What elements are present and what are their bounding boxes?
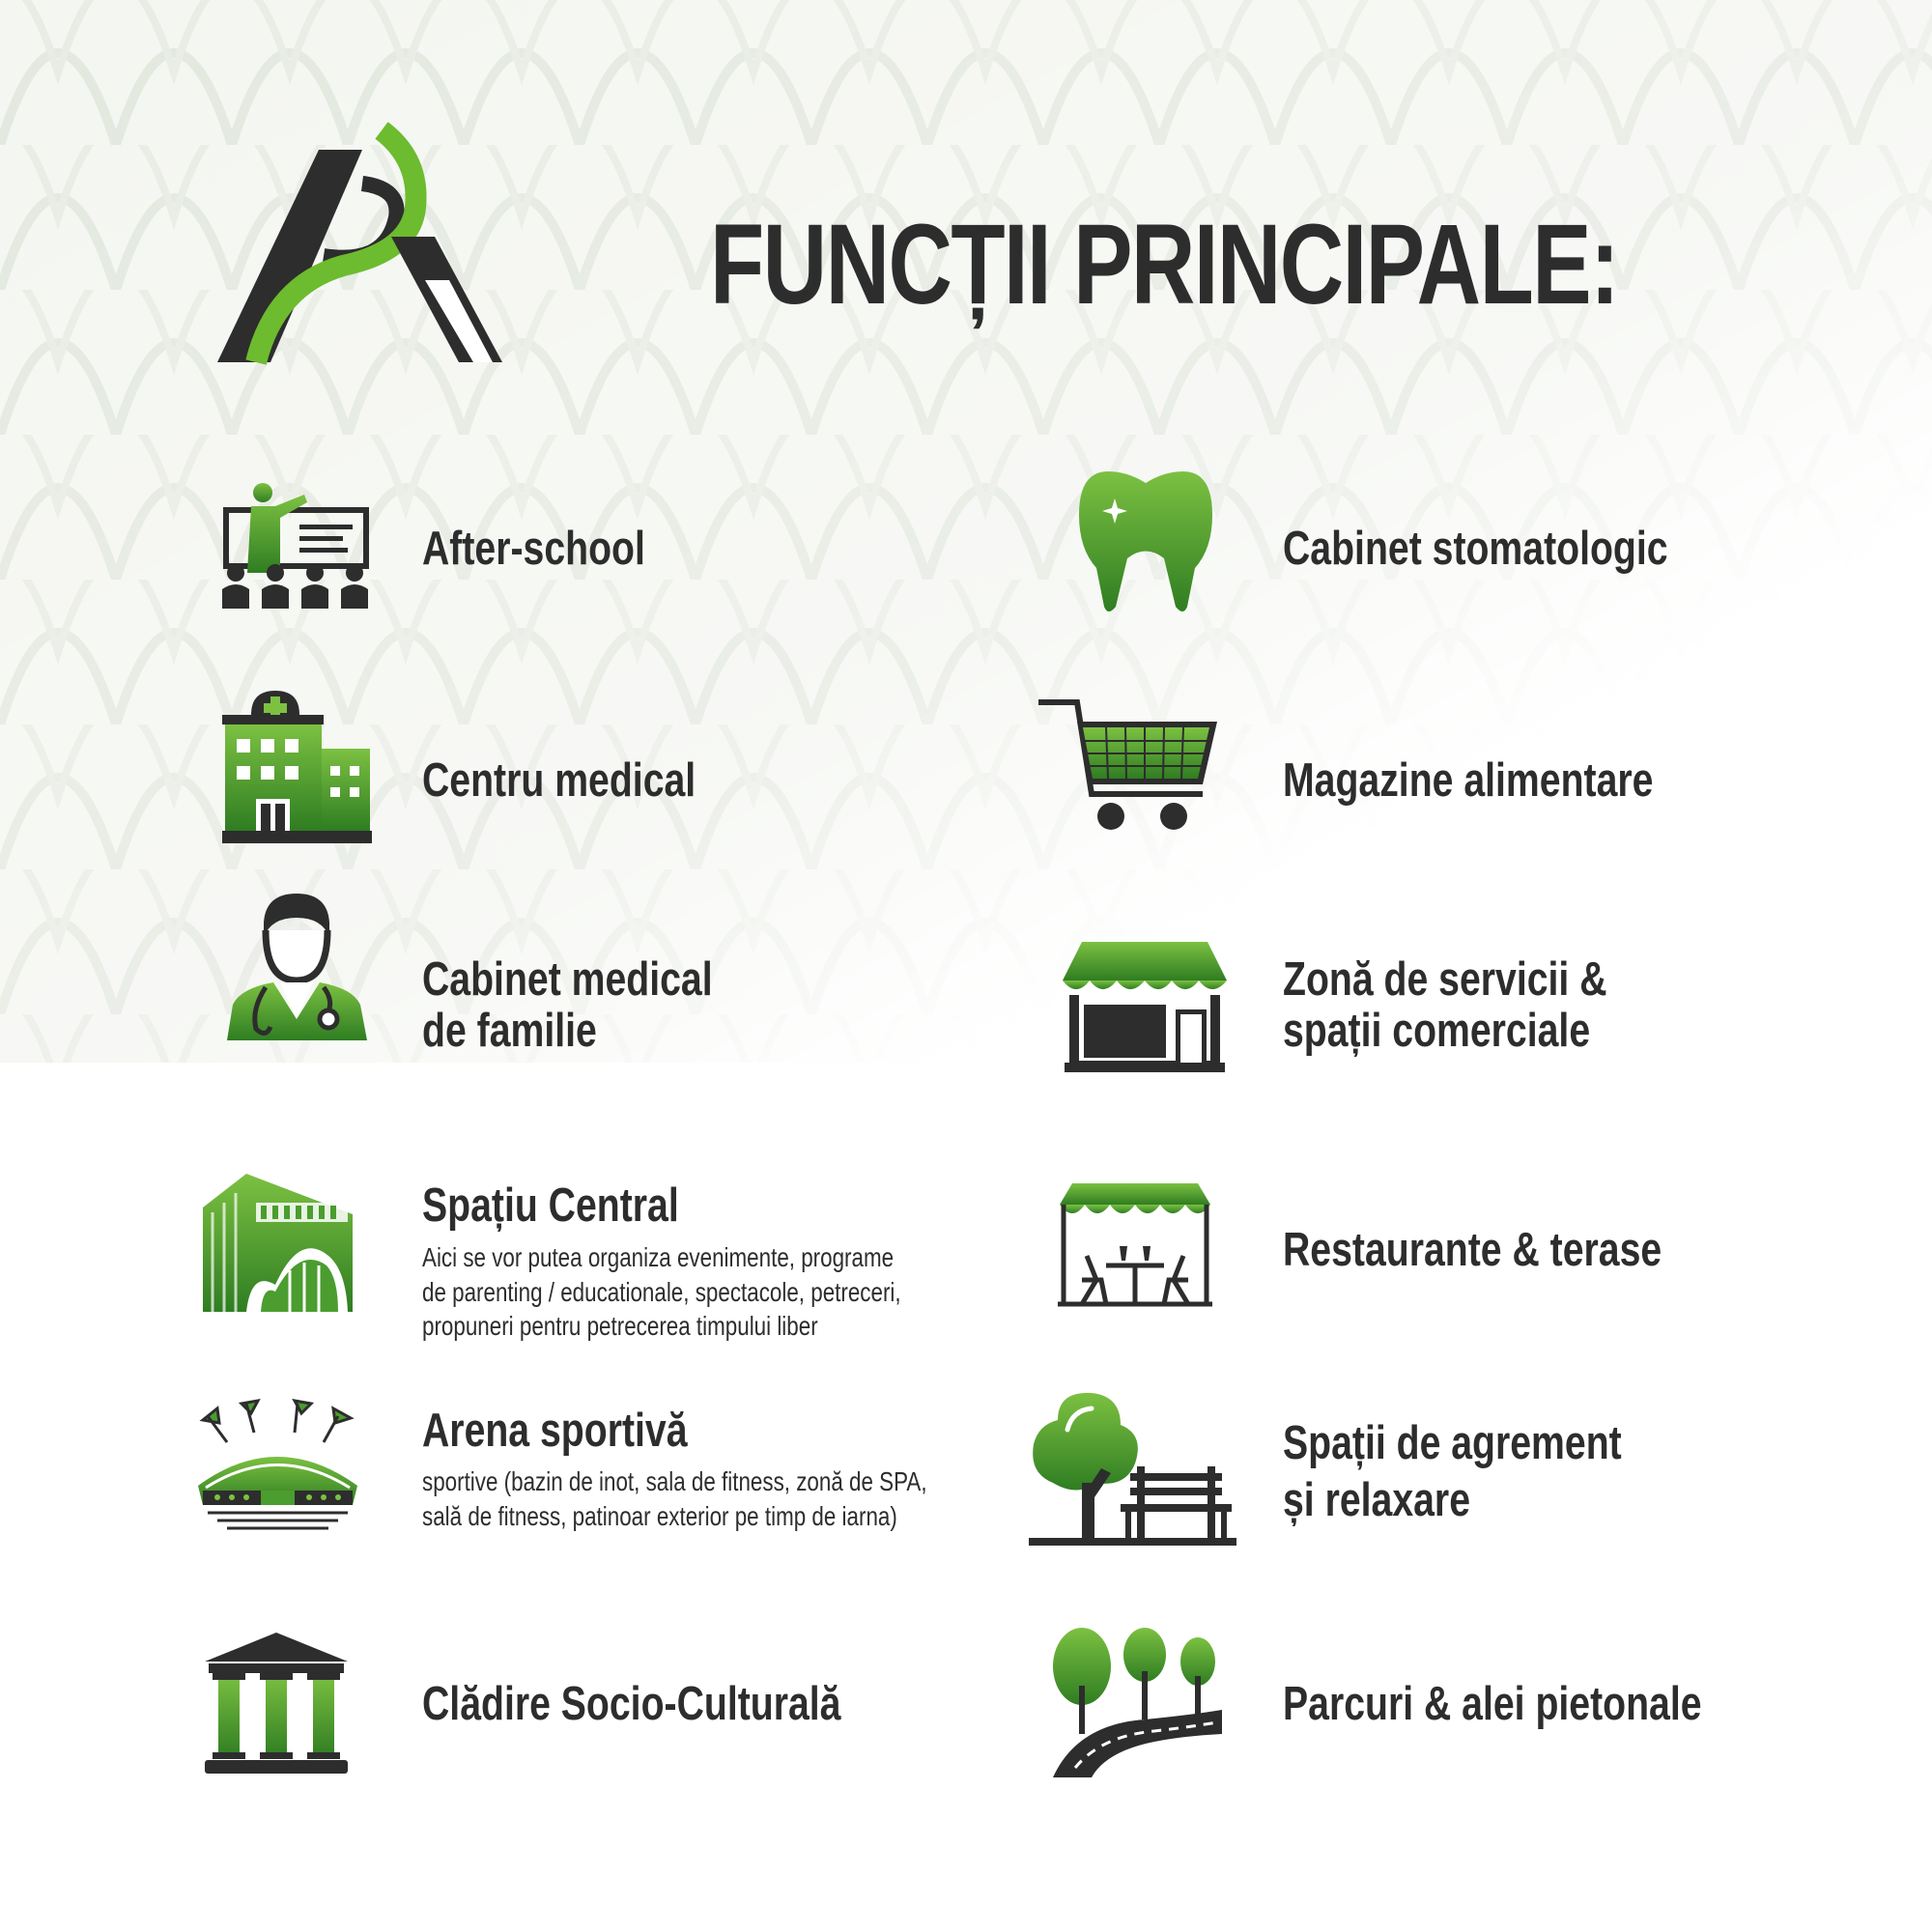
label-cladire-socio-culturala: Clădire Socio-Culturală — [422, 1678, 841, 1730]
terrace-icon — [1058, 1183, 1212, 1307]
label-cabinet-medical: Cabinet medical de familie — [422, 953, 713, 1057]
shopping-cart-icon — [1038, 697, 1217, 833]
columns-building-icon — [203, 1633, 350, 1776]
page-title: FUNCȚII PRINCIPALE: — [710, 201, 1619, 328]
label-zona-servicii: Zonă de servicii & spații comerciale — [1283, 953, 1607, 1057]
tooth-icon — [1079, 471, 1212, 616]
label-spatii-agrement: Spații de agrement și relaxare — [1283, 1417, 1622, 1526]
central-building-icon — [203, 1174, 353, 1312]
label-magazine-alimentare: Magazine alimentare — [1283, 754, 1654, 807]
label-spatiu-central: Spațiu Central — [422, 1179, 679, 1232]
label-restaurante-terase: Restaurante & terase — [1283, 1224, 1662, 1276]
label-centru-medical: Centru medical — [422, 754, 696, 807]
label-cabinet-stomatologic: Cabinet stomatologic — [1283, 523, 1668, 575]
storefront-icon — [1063, 942, 1227, 1072]
description-arena-sportiva: sportive (bazin de inot, sala de fitness, zonă de SPA, sală de fitness, patinoar exterior pe timp de iarna) — [422, 1466, 927, 1531]
label-after-school: After-school — [422, 523, 645, 575]
park-path-icon — [1048, 1628, 1222, 1777]
classroom-icon — [222, 481, 372, 609]
stadium-icon — [198, 1399, 357, 1536]
description-spatiu-central: Aici se vor putea organiza evenimente, programe de parenting / educationale, spectacole, petreceri, propuneri pentru petrecerea timpului liber — [422, 1242, 901, 1342]
doctor-icon — [227, 894, 367, 1040]
label-arena-sportiva: Arena sportivă — [422, 1405, 688, 1457]
label-parcuri-alei: Parcuri & alei pietonale — [1283, 1678, 1702, 1730]
tree-bench-icon — [1029, 1391, 1236, 1546]
brand-logo — [217, 121, 517, 372]
hospital-icon — [222, 691, 372, 843]
